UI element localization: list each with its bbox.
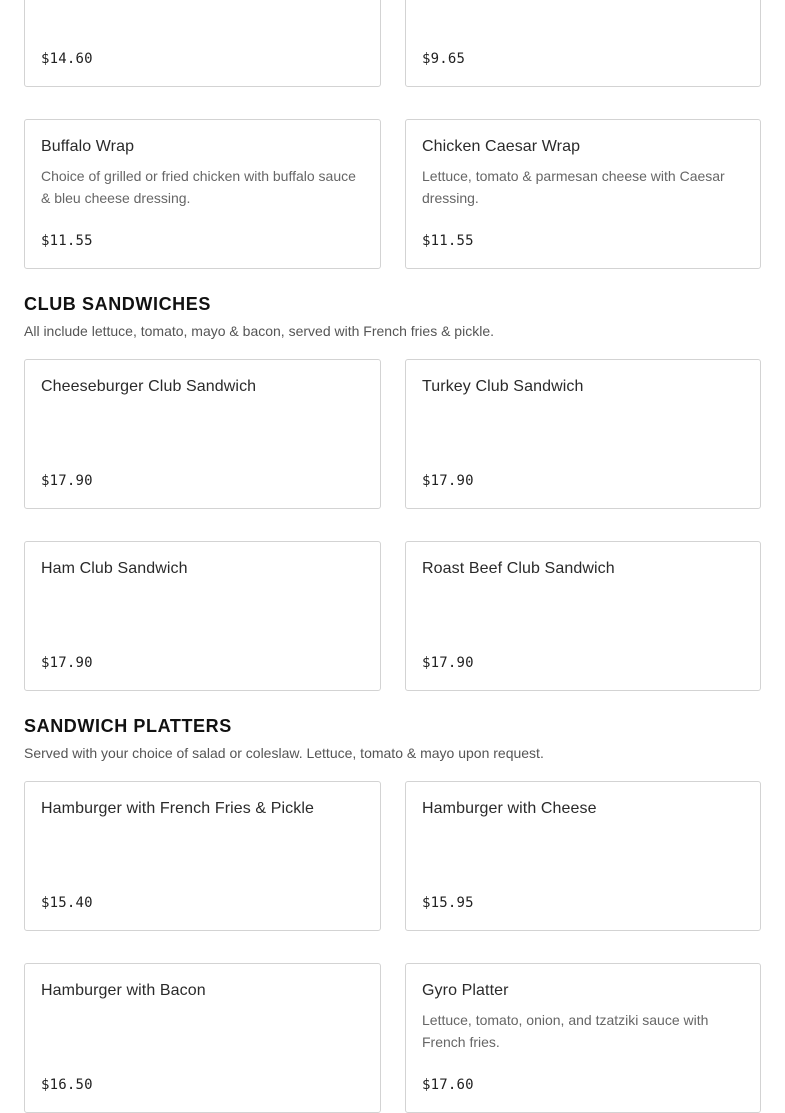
menu-item-name: Roast Beef Club Sandwich (422, 560, 615, 577)
menu-item-description: Lettuce, tomato & parmesan cheese with Caesar dressing. (422, 168, 725, 206)
menu-item-name: Hamburger with Bacon (41, 982, 206, 999)
menu-item-price: $16.50 (41, 1077, 93, 1093)
menu-item-card[interactable] (24, 963, 381, 1113)
section-title-sandwich-platters: SANDWICH PLATTERS (24, 716, 232, 736)
section-title-club-sandwiches: CLUB SANDWICHES (24, 294, 211, 314)
menu-item-card[interactable] (24, 0, 381, 87)
menu-item-card[interactable] (24, 119, 381, 269)
menu-item-price: $15.95 (422, 895, 474, 911)
menu-item-price: $15.40 (41, 895, 93, 911)
menu-item-name: Buffalo Wrap (41, 138, 135, 155)
section-subtitle: Served with your choice of salad or coleslaw. Lettuce, tomato & mayo upon request. (24, 745, 544, 761)
menu-item-name: Hamburger with French Fries & Pickle (41, 800, 315, 817)
menu-item-card[interactable] (405, 963, 761, 1113)
menu-item-price: $17.90 (422, 655, 474, 671)
menu-item-card[interactable] (405, 781, 761, 931)
menu-item-card[interactable] (24, 359, 381, 509)
menu-item-price: $17.90 (422, 473, 474, 489)
menu-item-price: $17.90 (41, 473, 93, 489)
menu-item-name: Gyro Platter (422, 982, 509, 999)
menu-item-card[interactable] (405, 541, 761, 691)
menu-item-card[interactable] (405, 359, 761, 509)
menu-item-description: Lettuce, tomato, onion, and tzatziki sauce with French fries. (422, 1012, 709, 1050)
menu-item-name: Hamburger with Cheese (422, 800, 597, 817)
menu-item-card[interactable] (24, 541, 381, 691)
menu-item-name: Ham Club Sandwich (41, 560, 188, 577)
section-subtitle: All include lettuce, tomato, mayo & bacon, served with French fries & pickle. (24, 323, 494, 339)
menu-item-price: $11.55 (422, 233, 474, 249)
menu-item-price: $17.90 (41, 655, 93, 671)
menu-item-name: Turkey Club Sandwich (422, 378, 584, 395)
menu-item-price: $14.60 (41, 51, 93, 67)
menu-item-card[interactable] (24, 781, 381, 931)
menu-item-card[interactable] (405, 119, 761, 269)
menu-item-description: Choice of grilled or fried chicken with buffalo sauce & bleu cheese dressing. (41, 168, 356, 206)
menu-item-price: $11.55 (41, 233, 93, 249)
menu-item-price: $9.65 (422, 51, 466, 67)
menu-item-card[interactable] (405, 0, 761, 87)
menu-item-price: $17.60 (422, 1077, 474, 1093)
menu-item-name: Chicken Caesar Wrap (422, 138, 581, 155)
menu-item-name: Cheeseburger Club Sandwich (41, 378, 257, 395)
